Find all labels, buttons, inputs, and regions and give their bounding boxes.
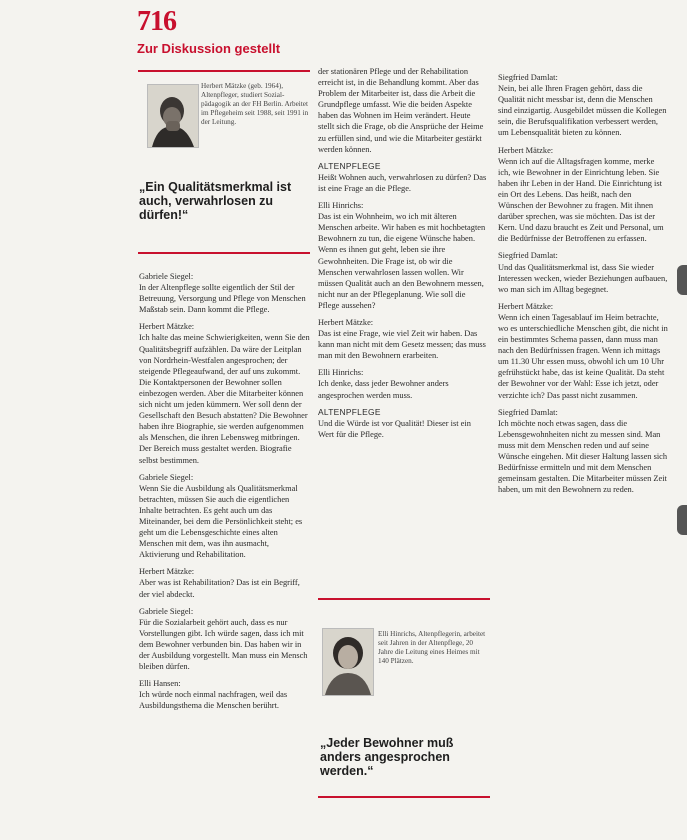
speaker-name: Gabriele Siegel: bbox=[139, 472, 194, 482]
subhead-label: ALTENPFLEGE bbox=[318, 406, 381, 417]
column-3 bbox=[498, 66, 668, 826]
subhead-label: ALTENPFLEGE bbox=[318, 160, 381, 171]
speech-text: Das ist ein Wohnheim, wo ich mit älteren Menschen arbeite. Wir haben es mit hochbetagten Bewohnern zu tun, die eigene Wünsche haben. Wenn es ihnen gut geht, leben sie ihre Gewohnheiten. Die Frage ist, ob wir die Menschen verwahrlosen lassen wollen. Wir müssen Qualität auch an den Bewohnern messen, nicht nur an der Pflegeplanung. Wie soll die Pflege aussehen? bbox=[318, 212, 486, 310]
speaker-name: Siegfried Damlat: bbox=[498, 251, 558, 261]
speech-text: Ich denke, dass jeder Bewohner anders angesprochen werden muss. bbox=[318, 379, 449, 400]
pull-quote-1: „Ein Qualitätsmerkmal ist auch, verwahrlosen zu dürfen!“ bbox=[139, 180, 292, 222]
speech-text: Für die Sozialarbeit gehört auch, dass es nur Vorstellungen gibt. Ich würde sagen, dass ich mit dem Bewohner verbunden bin. Das haben wir in der Ausbildung vorgestellt. Man muss ein Mensch bleiben dürfen. bbox=[139, 617, 308, 672]
page-number: 716 bbox=[137, 6, 176, 37]
speech-text: Wenn ich auf die Alltagsfragen komme, merke ich, wie Bewohner in der Einrichtung leben. Sie haben ihr Leben in der Hand. Die Einrichtung ist ein Ort des Lebens. Das heißt, nach den Wünschen der Bewohner zu fragen. Mit ihnen darüber sprechen, was sie möchten. Das ist der Kern. Und dazu braucht es Zeit und Personal, um die Bedürfnisse der Betroffenen zu erfassen. bbox=[498, 156, 664, 244]
speaker-name: Herbert Mätzke: bbox=[139, 322, 195, 332]
portrait-photo-1 bbox=[147, 84, 199, 148]
speaker-name: Elli Hansen: bbox=[139, 679, 181, 689]
speaker-name: Herbert Mätzke: bbox=[498, 301, 554, 311]
speaker-name: Gabriele Siegel: bbox=[139, 606, 194, 616]
divider-rule-4 bbox=[318, 796, 490, 798]
speech-text: Und das Qualitätsmerkmal ist, dass Sie wieder Interessen wecken, wieder Beziehungen aufbauen, wo man sich im Alltag begegnet. bbox=[498, 262, 668, 294]
divider-rule-2 bbox=[138, 252, 310, 254]
speech-text: In der Altenpflege sollte eigentlich der Stil der Betreuung, Versorgung und Pflege von Menschen Maßstab sein. Dann kommt die Pflege. bbox=[139, 283, 306, 315]
speaker-name: Herbert Mätzke: bbox=[498, 145, 554, 155]
page-edge-tab bbox=[677, 505, 687, 535]
speech-text: Wenn ich einen Tagesablauf im Heim betrachte, wo es unterschiedliche Menschen gibt, die nicht in ein bestimmtes Schema passen, dann muss man nach den Bedürfnissen fragen. Wenn ich mittags um 11.30 Uhr essen muss, obwohl ich um 10 Uhr gefrühstückt habe, das ist keine Qualität. Da steht der Bewohner vor der Wahl: Esse ich jetzt, oder verzichte ich? Das passt nicht zusammen. bbox=[498, 312, 668, 400]
speaker-name: Herbert Mätzke: bbox=[318, 317, 374, 327]
speech-text: Das ist eine Frage, wie viel Zeit wir haben. Das kann man nicht mit dem Gesetz messen; das muss man mit den Bewohnern erarbeiten. bbox=[318, 329, 486, 361]
speaker-name: Herbert Mätzke: bbox=[139, 567, 195, 577]
speaker-name: Elli Hinrichs: bbox=[318, 201, 364, 211]
speech-text: Ich halte das meine Schwierigkeiten, wenn Sie den Qualitätsbegriff aufzählen. Da wäre der Leitplan von Nordrhein-Westfalen angesprochen; der steigende Pflegeaufwand, der auf uns zukommt. Die Kontaktpersonen der Bewohner sollen einbezogen werden. Aber die Mitarbeiter können sich nicht um jeden kümmern. Wer soll denn der Gesellschaft den Besuch abstatten? Die Bewohner haben ihre Biographie, sie werden aufgenommen als Menschen, die ihren Lebensweg mitbringen. Der Bereich muss gestaltet werden. Biografie selbst bestimmen. bbox=[139, 333, 310, 465]
speech-text: Und die Würde ist vor Qualität! Dieser ist ein Wert für die Pflege. bbox=[318, 418, 471, 439]
speech-text: Ich möchte noch etwas sagen, dass die Lebensgewohnheiten nicht zu messen sind. Man muss mit dem Menschen reden und auf seine Wünsche eingehen. Mit dieser Haltung lassen sich Bedürfnisse ermitteln und mit dem Menschen gemeinsam gestalten. Die Mitarbeiter müssen Zeit haben, um mit den Bewohnern zu reden. bbox=[498, 418, 668, 495]
speech-text: Wenn Sie die Ausbildung als Qualitätsmerkmal betrachten, müssen Sie auch die eigentlichen Inhalte betrachten. Es geht auch um das Miteinander, bei dem die Persönlichkeit steht; es geht um die Lebensgeschichte eines alten Menschen mit dem, was ihn ausmacht, Aktivierung und Rehabilitation. bbox=[139, 483, 303, 560]
speech-text: Aber was ist Rehabilitation? Das ist ein Begriff, der viel abdeckt. bbox=[139, 578, 300, 599]
speaker-name: Siegfried Damlat: bbox=[498, 407, 558, 417]
speaker-name: Gabriele Siegel: bbox=[139, 272, 194, 281]
divider-rule-1 bbox=[138, 70, 310, 72]
speech-text: Ich würde noch einmal nachfragen, weil das Ausbildungsthema die Menschen berührt. bbox=[139, 690, 288, 711]
bio-text-2: Elli Hinrichs, Altenpflegerin, arbeitet seit Jahren in der Altenpflege, 20 Jahre die Leitung eines Heimes mit 140 Plätzen. bbox=[378, 630, 486, 665]
speaker-name: Siegfried Damlat: bbox=[498, 73, 558, 82]
bio-text-1: Herbert Mätzke (geb. 1964), Altenpfleger, studiert Sozial-pädagogik an der FH Berlin. Arbeitet im Pflegeheim seit 1988, seit 1991 in der Leitung. bbox=[201, 82, 309, 126]
column-2 bbox=[318, 66, 488, 576]
speech-text: Heißt Wohnen auch, verwahrlosen zu dürfen? Das ist eine Frage an die Pflege. bbox=[318, 172, 487, 193]
speech-text: Nein, bei alle Ihren Fragen gehört, dass die Qualität nicht messbar ist, denn die Menschen sind einzigartig. Ausgebildet müssen die Kollegen sein, die Berufsqualifikation verbessert werden, um Lebensqualität bieten zu können. bbox=[498, 84, 667, 138]
pull-quote-2: „Jeder Bewohner muß anders angesprochen werden.“ bbox=[320, 736, 454, 778]
portrait-photo-2 bbox=[322, 628, 374, 696]
divider-rule-3 bbox=[318, 598, 490, 600]
speech-text: der stationären Pflege und der Rehabilitation erreicht ist, in die Behandlung kommt. Aber das Problem der Mitarbeiter ist, dass die Arbeit die Grundpflege umfasst. Wie die beiden Aspekte haben das Wohnen im Heim verändert. Heute stellt sich die Frage, ob die Ansprüche der Heime zu erfüllen sind, und wie die Mitarbeiter gestärkt werden können. bbox=[318, 67, 484, 154]
speaker-name: Elli Hinrichs: bbox=[318, 368, 364, 378]
page-edge-tab bbox=[677, 265, 687, 295]
column-1 bbox=[139, 265, 311, 825]
section-title: Zur Diskussion gestellt bbox=[137, 41, 281, 56]
